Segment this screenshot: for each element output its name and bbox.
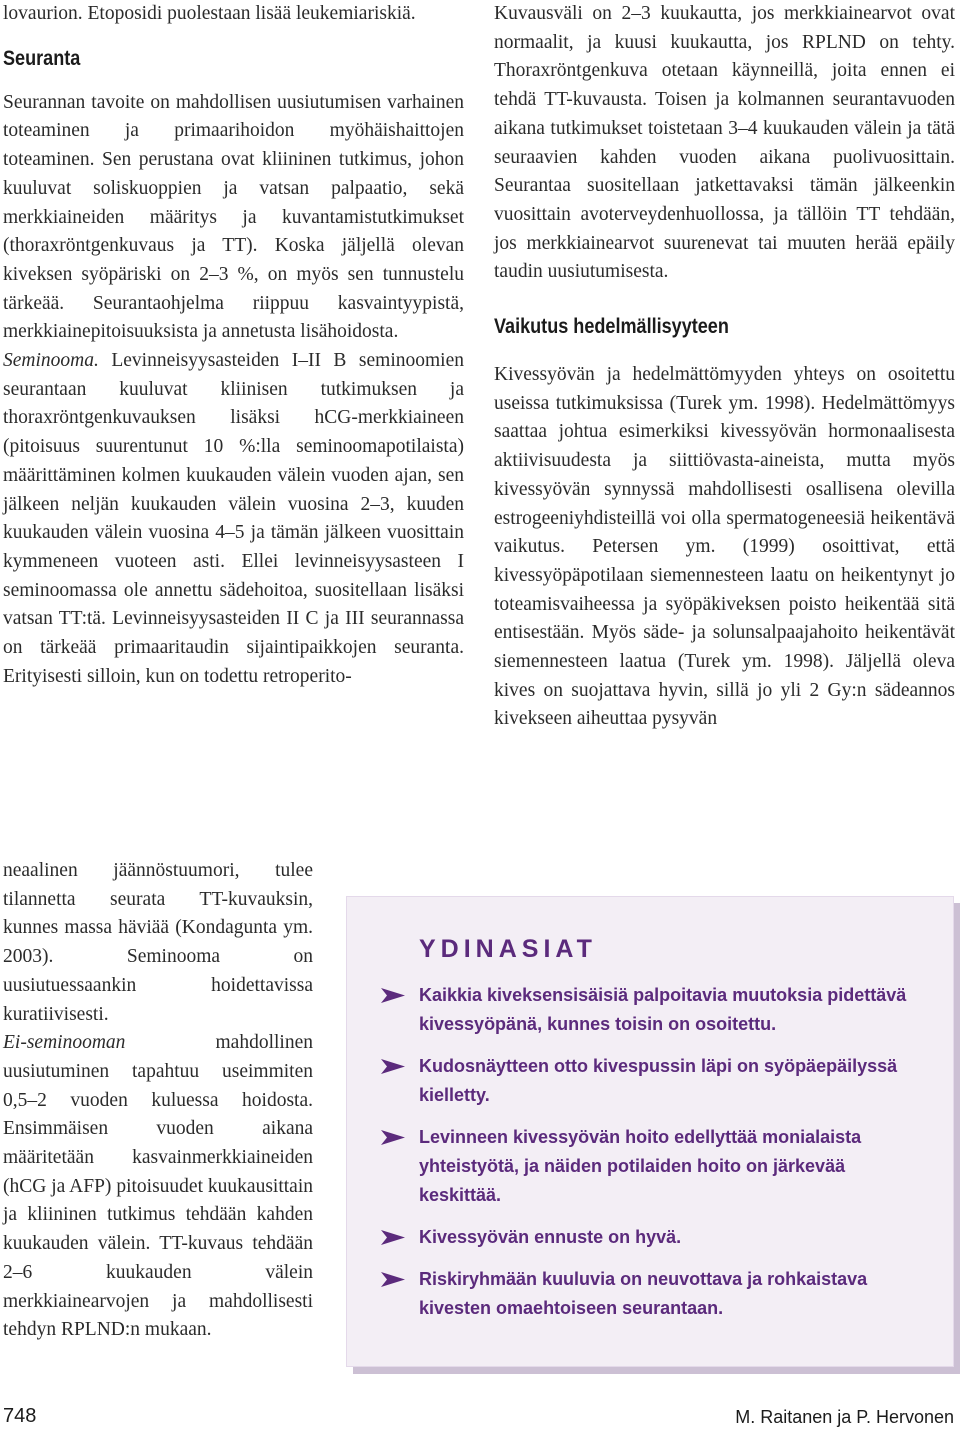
- key-point-item: [381, 1223, 921, 1252]
- arrowhead-bullet-icon: [381, 988, 405, 1003]
- arrowhead-bullet-icon: [381, 1272, 405, 1287]
- key-point-item: [381, 981, 921, 1039]
- arrowhead-bullet-icon: [381, 1230, 405, 1245]
- arrowhead-bullet-icon: [381, 1130, 405, 1145]
- seminooma-continuation: neaalinen jäännöstuumori, tulee tilannetta seurata TT-kuvauksin, kunnes massa häviää (Kondagunta ym. 2003). Seminooma on uusiutuessaankin hoidettavissa kuratiivisesti.: [3, 860, 313, 1025]
- seminooma-text: Levinneisyysasteiden I–II B seminoomien seurantaan kuuluvat kliinisen tutkimuksen ja thoraxröntgenkuvauksen lisäksi hCG-merkkiaineen (pitoisuus suurentunut 10 %:lla seminoomapotilaista) määrittäminen kolmen kuukauden välein vuoden ajan, sen jälkeen neljän kuukauden välein vuosina 2–3, kuuden kuukauden välein vuosina 4–5 ja tämän jälkeen vuosittain kymmeneen vuoteen asti. Ellei levinneisyysasteen I seminoomassa ole annettu sädehoitoa, suositellaan lisäksi vatsan TT:tä. Levinneisyysasteiden II C ja III seurannassa on tärkeää primaaritaudin sijaintipaikkojen seuranta. Erityisesti silloin, kun on todettu retroperito-: [3, 350, 464, 687]
- key-point-text: Kudosnäytteen otto kivespussin läpi on syöpäepäilyssä kielletty.: [419, 1056, 898, 1105]
- ei-seminooma-label: Ei-seminooman: [3, 1032, 126, 1054]
- seminooma-paragraph: [3, 347, 464, 691]
- key-points-title: YDINASIAT: [419, 935, 597, 963]
- hedelmallisyys-paragraph: Kivessyövän ja hedelmättömyyden yhteys on osoitettu useissa tutkimuksissa (Turek ym. 1998). Hedelmättömyys saattaa johtua esimerkiksi kivessyövän hormonaalisesta aktiivisuudesta ja siittiövasta-aineista, mutta myös kivessyövän synnyssä mahdollisesti osallisena olevilla estrogeeniyhdisteillä voi olla spermatogeneesiä heikentävä vaikutus. Petersen ym. (1999) osoittivat, että kivessyöpäpotilaan siemennesteen laatu on heikentynyt jo toteamisvaiheessa ja syöpäkiveksen poisto heikentää sitä entisestään. Myös säde- ja solunsalpaajahoito heikentävät siemennesteen laatua (Turek ym. 1998). Jäljellä oleva kives on suojattava hyvin, sillä jo yli 2 Gy:n sädeannos kivekseen aiheuttaa pysyvän: [494, 364, 955, 730]
- key-points-list: [381, 981, 921, 1336]
- running-footer-authors: M. Raitanen ja P. Hervonen: [735, 1407, 954, 1427]
- arrowhead-bullet-icon: [381, 1059, 405, 1074]
- left-column-narrow: [3, 857, 313, 1345]
- key-point-text: Kivessyövän ennuste on hyvä.: [419, 1227, 682, 1247]
- key-point-item: [381, 1052, 921, 1110]
- key-point-item: [381, 1123, 921, 1210]
- page-number: 748: [3, 1405, 37, 1427]
- key-point-item: [381, 1265, 921, 1323]
- ei-seminooma-paragraph: [3, 1029, 313, 1345]
- key-point-text: Levinneen kivessyövän hoito edellyttää monialaista yhteistyötä, ja näiden potilaiden hoito on järkevää keskittää.: [419, 1127, 862, 1205]
- intro-paragraph: lovaurion. Etoposidi puolestaan lisää leukemiariskiä.: [3, 3, 416, 24]
- right-column: [494, 0, 955, 734]
- left-column: [3, 0, 464, 691]
- key-points-box: [346, 896, 954, 1367]
- seminooma-label: Seminooma.: [3, 350, 99, 372]
- key-point-text: Kaikkia kiveksensisäisiä palpoitavia muutoksia pidettävä kivessyöpänä, kunnes toisin on osoitettu.: [419, 985, 907, 1034]
- seuranta-paragraph: Seurannan tavoite on mahdollisen uusiutumisen varhainen toteaminen ja primaarihoidon myöhäishaittojen toteaminen. Sen perustana ovat kliininen tutkimus, johon kuuluvat soliskuoppien ja vatsan palpaatio, sekä merkkiaineiden määritys ja kuvantamistutkimukset (thoraxröntgenkuvaus ja TT). Koska jäljellä olevan kiveksen syöpäriski on 2–3 %, on myös sen tunnustelu tärkeää. Seurantaohjelma riippuu kasvaintyypistä, merkkiainepitoisuuksista ja annetusta lisähoidosta.: [3, 91, 464, 343]
- kuvausvali-paragraph: Kuvausväli on 2–3 kuukautta, jos merkkiainearvot ovat normaalit, ja kuusi kuukautta, jos RPLND on tehty. Thoraxröntgenkuva otetaan käynneillä, joita ennen ei tehdä TT-kuvausta. Toisen ja kolmannen seurantavuoden aikana tutkimukset toistetaan 3–4 kuukauden välein ja tätä seuraavien kahden vuoden aikana puolivuosittain. Seurantaa suositellaan jatkettavaksi tämän jälkeenkin vuosittain avoterveydenhuollossa, ja tällöin TT tehdään, jos merkkiainearvot suurenevat tai muuten herää epäily taudin uusiutumisesta.: [494, 3, 955, 283]
- section-heading-seuranta: Seuranta: [3, 46, 81, 70]
- key-point-text: Riskiryhmään kuuluvia on neuvottava ja rohkaistava kivesten omaehtoiseen seurantaan.: [419, 1269, 868, 1318]
- ei-seminooma-text: mahdollinen uusiutuminen tapahtuu useimmiten 0,5–2 vuoden kuluessa hoidosta. Ensimmäisen vuoden aikana määritetään kasvainmerkkiaineiden (hCG ja AFP) pitoisuudet kuukausittain ja kliininen tutkimus tehdään kahden kuukauden välein. TT-kuvaus tehdään 2–6 kuukauden välein merkkiainearvojen ja mahdollisesti tehdyn RPLND:n mukaan.: [3, 1032, 313, 1341]
- section-heading-vaikutus: Vaikutus hedelmällisyyteen: [494, 315, 729, 339]
